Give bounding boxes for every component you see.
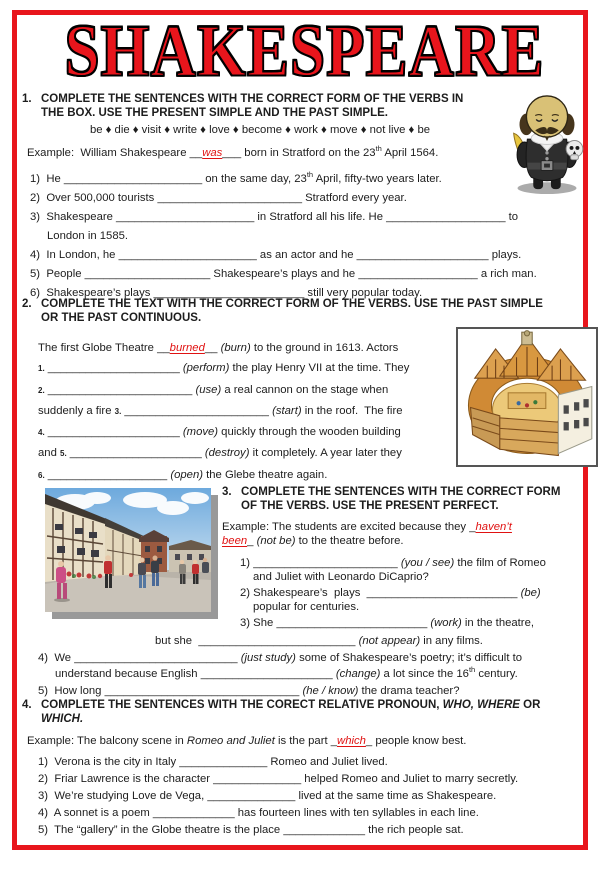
- exercise-2-line-6: and 5. _____________________ (destroy) it completely. A year later they: [38, 447, 402, 460]
- exercise-3-heading-line-1: COMPLETE THE SENTENCES WITH THE CORRECT FORM: [241, 486, 561, 498]
- exercise-3-item-3-continued: but she _________________________ (not appear) in any films.: [155, 635, 483, 647]
- exercise-3-item-2: 2) Shakespeare’s plays ________________________ (be): [240, 587, 541, 599]
- exercise-1-heading-line-2: THE BOX. USE THE PRESENT SIMPLE AND THE PAST SIMPLE.: [41, 107, 388, 119]
- exercise-2-line-2: 1. _____________________ (perform) the play Henry VII at the time. They: [38, 362, 410, 375]
- exercise-2-heading: [22, 297, 594, 325]
- exercise-1-item-4: 4) In London, he ______________________ as an actor and he _____________________ plays.: [30, 249, 522, 261]
- exercise-1-item-5: 5) People ____________________ Shakespeare’s plays and he ___________________ a rich man.: [30, 268, 537, 280]
- exercise-4-heading: [22, 699, 594, 726]
- worksheet-title: SHAKESPEARE: [64, 9, 545, 92]
- exercise-2-number: 2.: [22, 298, 32, 310]
- exercise-3-item-2-continued: popular for centuries.: [253, 601, 360, 613]
- exercise-3: [22, 486, 594, 699]
- exercise-4-item-5: 5) The “gallery” in the Globe theatre is the place _____________ the rich people sat.: [38, 824, 464, 836]
- exercise-4-heading-line-2: WHICH.: [41, 712, 84, 725]
- exercise-1-heading: [22, 92, 594, 120]
- exercise-1-item-1: 1) He ______________________ on the same day, 23th April, fifty-two years later.: [30, 170, 442, 185]
- exercise-3-example-line-2: been_ (not be) to the theatre before.: [222, 535, 404, 547]
- exercise-4-item-2: 2) Friar Lawrence is the character ______________ helped Romeo and Juliet to marry secretly.: [38, 773, 519, 785]
- exercise-2-line-4: suddenly a fire 3. _______________________ (start) in the roof. The fire: [38, 404, 403, 417]
- exercise-4-heading-line-1: COMPLETE THE SENTENCES WITH THE CORECT RELATIVE PRONOUN, WHO, WHERE OR: [41, 699, 541, 711]
- exercise-1-item-3: 3) Shakespeare ______________________ in Stratford all his life. He ___________________ to: [30, 211, 519, 223]
- exercise-1-item-3-continued: London in 1585.: [47, 230, 129, 242]
- exercise-4: [22, 699, 594, 840]
- exercise-3-item-1-continued: and Juliet with Leonardo DiCaprio?: [253, 571, 429, 583]
- exercise-1-item-2: 2) Over 500,000 tourists _______________________ Stratford every year.: [30, 192, 407, 204]
- exercise-4-example: Example: The balcony scene in Romeo and Juliet is the part _which_ people know best.: [27, 735, 467, 747]
- exercise-2-heading-line-2: OR THE PAST CONTINUOUS.: [41, 312, 202, 324]
- exercise-3-item-4-continued: understand because English _____________________ (change) a lot since the 16th century.: [55, 665, 518, 680]
- exercise-3-item-5: 5) How long _______________________________ (he / know) the drama teacher?: [38, 685, 460, 697]
- exercise-2-line-5: 4. _____________________ (move) quickly through the wooden building: [38, 426, 401, 439]
- exercise-4-item-1: 1) Verona is the city in Italy ______________ Romeo and Juliet lived.: [38, 756, 388, 768]
- exercise-4-number: 4.: [22, 699, 32, 711]
- globe-theatre-image: [456, 327, 598, 467]
- exercise-4-item-3: 3) We’re studying Love de Vega, ______________ lived at the same time as Shakespeare.: [38, 790, 497, 802]
- exercise-3-example-line-1: Example: The students are excited because they _haven’t: [222, 521, 512, 533]
- exercise-2-line-7: 6. ___________________ (open) the Glebe theatre again.: [38, 468, 328, 481]
- exercise-3-item-3: 3) She ________________________ (work) in the theatre,: [240, 617, 534, 629]
- exercise-3-item-1: 1) _______________________ (you / see) the film of Romeo: [240, 557, 546, 569]
- exercise-1: [22, 92, 594, 303]
- exercise-3-item-4: 4) We __________________________ (just study) some of Shakespeare’s poetry; it’s difficult to: [38, 652, 523, 664]
- exercise-2-heading-line-1: COMPLETE THE TEXT WITH THE CORRECT FORM OF THE VERBS. USE THE PAST SIMPLE: [41, 298, 543, 310]
- exercise-3-heading: [222, 486, 596, 513]
- exercise-2-line-3: 2. _______________________ (use) a real cannon on the stage when: [38, 383, 389, 396]
- exercise-1-heading-line-1: COMPLETE THE SENTENCES WITH THE CORRECT FORM OF THE VERBS IN: [41, 93, 464, 105]
- exercise-3-number: 3.: [222, 486, 232, 498]
- exercise-1-item-6: 6) Shakespeare’s plays ________________________ still very popular today.: [30, 287, 423, 299]
- exercise-3-heading-line-2: OF THE VERBS. USE THE PRESENT PERFECT.: [241, 499, 499, 512]
- verb-box: be ♦ die ♦ visit ♦ write ♦ love ♦ become ♦ work ♦ move ♦ not live ♦ be: [89, 124, 431, 136]
- exercise-1-number: 1.: [22, 93, 32, 105]
- exercise-2-text: [38, 338, 450, 486]
- exercise-4-item-4: 4) A sonnet is a poem _____________ has fourteen lines with ten syllables in each line.: [38, 807, 479, 819]
- exercise-1-example: Example: William Shakespeare __was___ born in Stratford on the 23th April 1564.: [27, 144, 439, 159]
- exercise-2-line-1: The first Globe Theatre __burned__ (burn) to the ground in 1613. Actors: [38, 342, 399, 354]
